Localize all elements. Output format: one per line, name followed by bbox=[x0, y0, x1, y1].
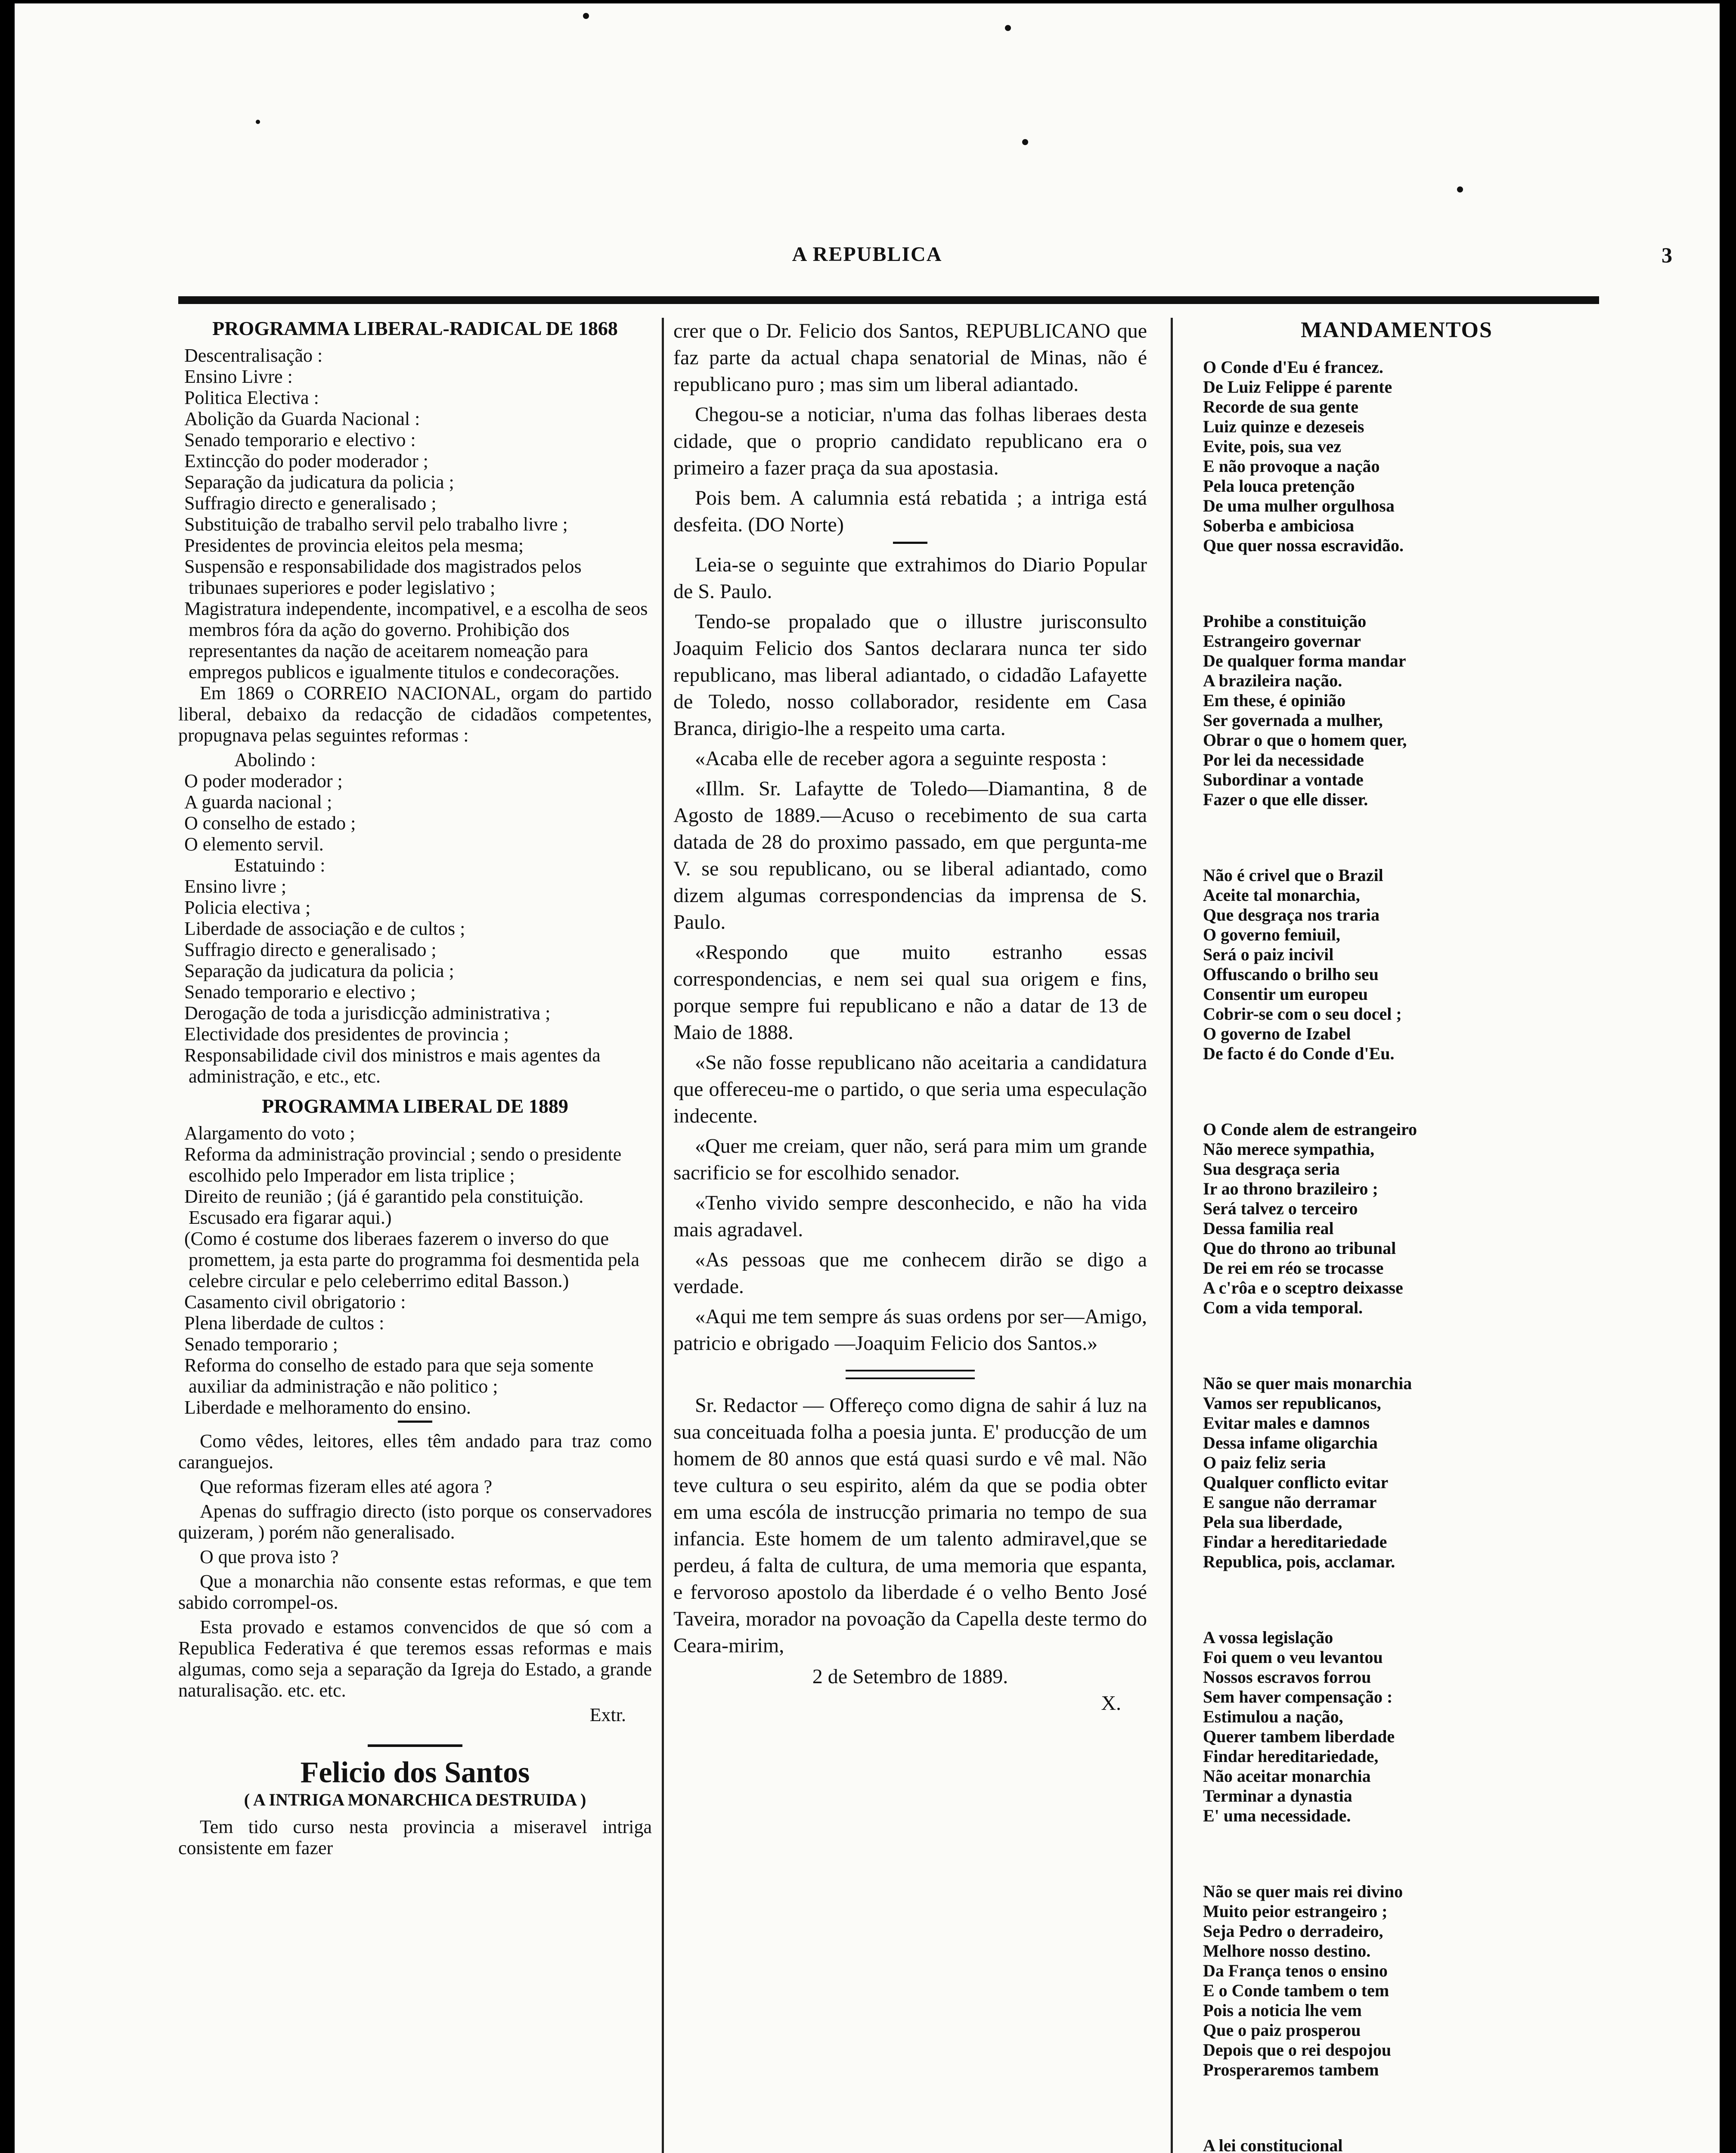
poem-line: Estimulou a nação, bbox=[1203, 1707, 1343, 1726]
poem-line: Não se quer mais rei divino bbox=[1203, 1882, 1403, 1901]
poem-line: Evitar males e damnos bbox=[1203, 1413, 1370, 1433]
poem-line: Soberba e ambiciosa bbox=[1203, 516, 1355, 535]
page-number: 3 bbox=[1662, 243, 1672, 267]
poem-line: Será o paiz incivil bbox=[1203, 945, 1334, 964]
poem-stanza bbox=[1203, 1882, 1590, 2080]
poem-line: De facto é do Conde d'Eu. bbox=[1203, 1044, 1395, 1063]
poem-line: Sua desgraça seria bbox=[1203, 1159, 1340, 1179]
list-item: Policia electiva ; bbox=[184, 897, 311, 918]
paragraph: Pois bem. A calumnia está rebatida ; a intriga está desfeita. (DO Norte) bbox=[673, 487, 1147, 536]
poem-line: Republica, pois, acclamar. bbox=[1203, 1552, 1395, 1571]
poem-line: Aceite tal monarchia, bbox=[1203, 885, 1360, 905]
short-rule bbox=[398, 1421, 432, 1423]
poem-line: Que do throno ao tribunal bbox=[1203, 1238, 1396, 1258]
column-right bbox=[1203, 318, 1590, 2153]
poem-line: De Luiz Felippe é parente bbox=[1203, 377, 1392, 397]
list-item: A guarda nacional ; bbox=[184, 791, 332, 813]
poem-line: De rei em réo se trocasse bbox=[1203, 1258, 1384, 1278]
list-item: Ensino livre ; bbox=[184, 876, 287, 897]
poem-line: Subordinar a vontade bbox=[1203, 770, 1364, 789]
paragraph: Tendo-se propalado que o illustre jurisconsulto Joaquim Felicio dos Santos declarara nunca ter sido republicano, mas liberal adiantado, o cidadão Lafayette de Toledo, nosso collaborador, residente em Casa Branca, dirigio-lhe a respeito uma carta. bbox=[673, 610, 1147, 740]
poem-line: Ir ao throno brazileiro ; bbox=[1203, 1179, 1378, 1198]
poem-line: Seja Pedro o derradeiro, bbox=[1203, 1921, 1383, 1941]
ink-speck bbox=[1457, 186, 1463, 192]
article-title: Felicio dos Santos bbox=[300, 1756, 530, 1789]
poem-line: Offuscando o brilho seu bbox=[1203, 965, 1379, 984]
poem-line: Foi quem o veu levantou bbox=[1203, 1647, 1383, 1667]
list-item: Senado temporario e electivo ; bbox=[184, 981, 416, 1002]
header-rule bbox=[178, 296, 1599, 304]
poem-line: Da França tenos o ensino bbox=[1203, 1961, 1388, 1980]
estatuindo-label: Estatuindo : bbox=[234, 855, 326, 876]
list-item: Abolição da Guarda Nacional : bbox=[184, 408, 420, 429]
poem-line: Recorde de sua gente bbox=[1203, 397, 1359, 416]
paragraph: Em 1869 o CORREIO NACIONAL, orgam do partido liberal, debaixo da redacção de cidadãos competentes, propugnava pelas seguintes reformas : bbox=[178, 683, 652, 746]
poem-line: Findar a hereditariedade bbox=[1203, 1532, 1387, 1551]
poem-line: Fazer o que elle disser. bbox=[1203, 790, 1368, 809]
list-item: Reforma do conselho de estado para que seja somente auxiliar da administração e não politico ; bbox=[184, 1355, 594, 1397]
poem-stanza bbox=[1203, 866, 1590, 1064]
list-item: Senado temporario ; bbox=[184, 1334, 338, 1355]
short-rule bbox=[893, 542, 927, 544]
article-subtitle: ( A INTRIGA MONARCHICA DESTRUIDA ) bbox=[244, 1790, 586, 1809]
list-item: Suffragio directo e generalisado ; bbox=[184, 939, 437, 960]
poem-line: Cobrir-se com o seu docel ; bbox=[1203, 1004, 1402, 1024]
list-item: Reforma da administração provincial ; sendo o presidente escolhido pelo Imperador em lista triplice ; bbox=[184, 1144, 622, 1186]
list-item: Electividade dos presidentes de provincia ; bbox=[184, 1024, 509, 1045]
poem-stanza bbox=[1203, 1374, 1590, 1572]
poem-line: Muito peior estrangeiro ; bbox=[1203, 1902, 1388, 1921]
poem-line: A brazileira nação. bbox=[1203, 671, 1342, 690]
ink-speck bbox=[1022, 139, 1028, 145]
poem-line: Consentir um europeu bbox=[1203, 984, 1368, 1004]
list-item: Substituição de trabalho servil pelo trabalho livre ; bbox=[184, 514, 568, 535]
list-item: Senado temporario e electivo : bbox=[184, 429, 416, 450]
paragraph: Que reformas fizeram elles até agora ? bbox=[200, 1476, 493, 1497]
poem-line: Nossos escravos forrou bbox=[1203, 1667, 1371, 1687]
poem-line: Terminar a dynastia bbox=[1203, 1786, 1352, 1806]
poem-line: Em these, é opinião bbox=[1203, 691, 1346, 710]
poem-line: Pois a noticia lhe vem bbox=[1203, 2001, 1362, 2020]
poem-stanza bbox=[1203, 1120, 1590, 1318]
column-rule bbox=[662, 318, 664, 2153]
paragraph: Sr. Redactor — Offereço como digna de sahir á luz na sua conceituada folha a poesia junta. E' producção de um homem de 80 annos que está quasi surdo e vê mal. Não teve cultura o seu espirito, além da que se podia obter em uma escóla de instrucção primaria no tempo de sua infancia. Este homem de um talento admiravel,que se perdeu, á falta de cultura, de uma memoria que espanta, e fervoroso apostolo da liberdade é o velho Bento José Taveira, morador na povoação da Capella deste termo do Ceara-mirim, bbox=[673, 1394, 1147, 1657]
poem-line: A lei constitucional bbox=[1203, 2136, 1343, 2153]
poem-line: De uma mulher orgulhosa bbox=[1203, 496, 1395, 515]
paragraph: Apenas do suffragio directo (isto porque os conservadores quizeram, ) porém não generalisado. bbox=[178, 1501, 652, 1543]
list-item: Derogação de toda a jurisdicção administrativa ; bbox=[184, 1002, 551, 1024]
list-item: O elemento servil. bbox=[184, 834, 324, 855]
paragraph: «Illm. Sr. Lafaytte de Toledo—Diamantina, 8 de Agosto de 1889.—Acuso o recebimento de sua carta datada de 28 do proximo passado, em que pergunta-me V. se sou republicano, ou se liberal adiantado, como dizem algumas correspondencias da imprensa de S. Paulo. bbox=[673, 777, 1147, 934]
poem-line: Melhore nosso destino. bbox=[1203, 1941, 1371, 1961]
programme-1868-list bbox=[178, 345, 652, 683]
poem-line: O paiz feliz seria bbox=[1203, 1453, 1326, 1472]
newspaper-title: A REPUBLICA bbox=[792, 243, 942, 266]
poem-stanza bbox=[1203, 2136, 1590, 2153]
poem-line: Evite, pois, sua vez bbox=[1203, 437, 1342, 456]
column-rule bbox=[1171, 318, 1173, 2153]
poem-stanza bbox=[1203, 1628, 1590, 1826]
poem-line: Qualquer conflicto evitar bbox=[1203, 1473, 1389, 1492]
list-item: Suffragio directo e generalisado ; bbox=[184, 493, 437, 514]
poem-stanzas bbox=[1203, 357, 1590, 2153]
paragraph: Leia-se o seguinte que extrahimos do Diario Popular de S. Paulo. bbox=[673, 553, 1147, 603]
paragraph: «As pessoas que me conhecem dirão se digo a verdade. bbox=[673, 1248, 1147, 1298]
paragraph: Tem tido curso nesta provincia a miseravel intriga consistente em fazer bbox=[178, 1816, 652, 1858]
list-item: Direito de reunião ; (já é garantido pela constituição. Escusado era figarar aqui.) bbox=[184, 1186, 584, 1228]
poem-line: Será talvez o terceiro bbox=[1203, 1199, 1358, 1218]
poem-line: Não aceitar monarchia bbox=[1203, 1766, 1371, 1786]
letter-date: 2 de Setembro de 1889. bbox=[812, 1665, 1008, 1688]
ornament-divider bbox=[178, 1733, 652, 1754]
list-item: Liberdade e melhoramento do ensino. bbox=[184, 1397, 471, 1418]
poem-line: E não provoque a nação bbox=[1203, 456, 1380, 476]
poem-stanza bbox=[1203, 357, 1590, 555]
poem-line: O governo femiuil, bbox=[1203, 925, 1340, 944]
list-item: Presidentes de provincia eleitos pela mesma; bbox=[184, 535, 524, 556]
paragraph: «Se não fosse republicano não aceitaria a candidatura que offereceu-me o partido, o que seria uma especulação indecente. bbox=[673, 1051, 1147, 1127]
poem-line: Querer tambem liberdade bbox=[1203, 1727, 1395, 1746]
list-item: Politica Electiva : bbox=[184, 387, 319, 408]
list-item: Plena liberdade de cultos : bbox=[184, 1312, 384, 1334]
ink-speck bbox=[256, 120, 260, 124]
poem-line: Que quer nossa escravidão. bbox=[1203, 536, 1404, 555]
poem-stanza bbox=[1203, 611, 1590, 810]
paragraph: crer que o Dr. Felicio dos Santos, REPUBLICANO que faz parte da actual chapa senatorial de Minas, não é republicano puro ; mas sim um liberal adiantado. bbox=[673, 320, 1147, 396]
poem-line: Estrangeiro governar bbox=[1203, 631, 1361, 651]
column-middle bbox=[673, 318, 1147, 2153]
poem-line: Pela sua liberdade, bbox=[1203, 1512, 1342, 1532]
list-item: Descentralisação : bbox=[184, 345, 323, 366]
column-left bbox=[178, 318, 652, 2153]
paragraph: Que a monarchia não consente estas reformas, e que tem sabido corrompel-os. bbox=[178, 1571, 652, 1613]
poem-line: Sem haver compensação : bbox=[1203, 1687, 1393, 1706]
poem-line: Prosperaremos tambem bbox=[1203, 2060, 1379, 2079]
letter-signature: X. bbox=[1101, 1692, 1121, 1715]
paragraph: Chegou-se a noticiar, n'uma das folhas liberaes desta cidade, que o proprio candidato republicano era o primeiro a fazer praça da sua apostasia. bbox=[673, 403, 1147, 479]
paragraph: «Respondo que muito estranho essas correspondencias, e nem sei qual sua origem e fins, porque sempre fui republicano e não a datar de 13 de Maio de 1888. bbox=[673, 941, 1147, 1044]
poem-line: Dessa infame oligarchia bbox=[1203, 1433, 1378, 1452]
list-item: Responsabilidade civil dos ministros e mais agentes da administração, e etc., etc. bbox=[184, 1045, 601, 1087]
poem-line: E' uma necessidade. bbox=[1203, 1806, 1351, 1825]
paragraph: O que prova isto ? bbox=[200, 1546, 339, 1567]
poem-line: E sangue não derramar bbox=[1203, 1492, 1377, 1512]
list-item: Casamento civil obrigatorio : bbox=[184, 1291, 406, 1312]
paragraph: Esta provado e estamos convencidos de que só com a Republica Federativa é que teremos essas reformas e mais algumas, como seja a separação da Igreja do Estado, a grande naturalisação. etc. etc. bbox=[178, 1616, 652, 1701]
paragraph: «Tenho vivido sempre desconhecido, e não ha vida mais agradavel. bbox=[673, 1191, 1147, 1241]
list-item: Separação da judicatura da policia ; bbox=[184, 472, 454, 493]
poem-line: Não é crivel que o Brazil bbox=[1203, 866, 1383, 885]
list-item: O poder moderador ; bbox=[184, 770, 343, 791]
poem-line: Com a vida temporal. bbox=[1203, 1298, 1363, 1317]
poem-line: Luiz quinze e dezeseis bbox=[1203, 417, 1364, 436]
ink-speck bbox=[583, 13, 589, 19]
list-item: (Como é costume dos liberaes fazerem o inverso do que promettem, ja esta parte do programma foi desmentida pela celebre circular e pelo celeberrimo edital Basson.) bbox=[184, 1228, 640, 1291]
poem-line: A vossa legislação bbox=[1203, 1628, 1333, 1647]
poem-line: Obrar o que o homem quer, bbox=[1203, 730, 1407, 750]
list-item: O conselho de estado ; bbox=[184, 813, 356, 834]
poem-line: Por lei da necessidade bbox=[1203, 750, 1364, 769]
poem-line: Ser governada a mulher, bbox=[1203, 710, 1383, 730]
paragraph: «Acaba elle de receber agora a seguinte resposta : bbox=[695, 747, 1107, 770]
poem-line: De qualquer forma mandar bbox=[1203, 651, 1406, 670]
running-header bbox=[15, 242, 1720, 268]
poem-line: Dessa familia real bbox=[1203, 1219, 1334, 1238]
poem-line: O Conde alem de estrangeiro bbox=[1203, 1120, 1417, 1139]
list-item: Ensino Livre : bbox=[184, 366, 293, 387]
poem-line: Não se quer mais monarchia bbox=[1203, 1374, 1412, 1393]
programme-1889-title: PROGRAMMA LIBERAL DE 1889 bbox=[262, 1095, 568, 1117]
double-rule bbox=[846, 1370, 975, 1379]
poem-line: Findar hereditariedade, bbox=[1203, 1747, 1379, 1766]
ink-speck bbox=[1005, 25, 1011, 31]
paragraph: Como vêdes, leitores, elles têm andado para traz como caranguejos. bbox=[178, 1430, 652, 1473]
list-item: Suspensão e responsabilidade dos magistrados pelos tribunaes superiores e poder legislativo ; bbox=[184, 556, 582, 598]
poem-line: Que o paiz prosperou bbox=[1203, 2020, 1361, 2040]
paragraph: «Quer me creiam, quer não, será para mim um grande sacrificio se for escolhido senador. bbox=[673, 1135, 1147, 1184]
newspaper-page bbox=[15, 3, 1720, 2153]
poem-line: Prohibe a constituição bbox=[1203, 611, 1367, 631]
poem-line: Depois que o rei despojou bbox=[1203, 2040, 1392, 2060]
source-credit: Extr. bbox=[589, 1704, 626, 1725]
poem-line: Que desgraça nos traria bbox=[1203, 905, 1380, 924]
poem-line: O Conde d'Eu é francez. bbox=[1203, 357, 1383, 377]
list-item: Alargamento do voto ; bbox=[184, 1123, 355, 1144]
poem-line: O governo de Izabel bbox=[1203, 1024, 1351, 1043]
paragraph: «Aqui me tem sempre ás suas ordens por ser—Amigo, patricio e obrigado —Joaquim Felicio dos Santos.» bbox=[673, 1305, 1147, 1355]
list-item: Liberdade de associação e de cultos ; bbox=[184, 918, 465, 939]
poem-title: MANDAMENTOS bbox=[1301, 318, 1493, 342]
poem-line: E o Conde tambem o tem bbox=[1203, 1981, 1389, 2000]
poem-line: Pela louca pretenção bbox=[1203, 476, 1355, 496]
poem-line: Não merece sympathia, bbox=[1203, 1139, 1375, 1159]
poem-line: A c'rôa e o sceptro deixasse bbox=[1203, 1278, 1403, 1297]
poem-line: Vamos ser republicanos, bbox=[1203, 1393, 1381, 1413]
abolindo-label: Abolindo : bbox=[234, 749, 316, 770]
programme-1868-title: PROGRAMMA LIBERAL-RADICAL DE 1868 bbox=[212, 318, 618, 339]
list-item: Extincção do poder moderador ; bbox=[184, 450, 428, 472]
list-item: Magistratura independente, incompativel, e a escolha de seos membros fóra da ação do governo. Prohibição dos representantes da nação de aceitarem nomeação para empregos publicos e igualmente titulos e condecorações. bbox=[184, 598, 648, 683]
list-item: Separação da judicatura da policia ; bbox=[184, 960, 454, 981]
